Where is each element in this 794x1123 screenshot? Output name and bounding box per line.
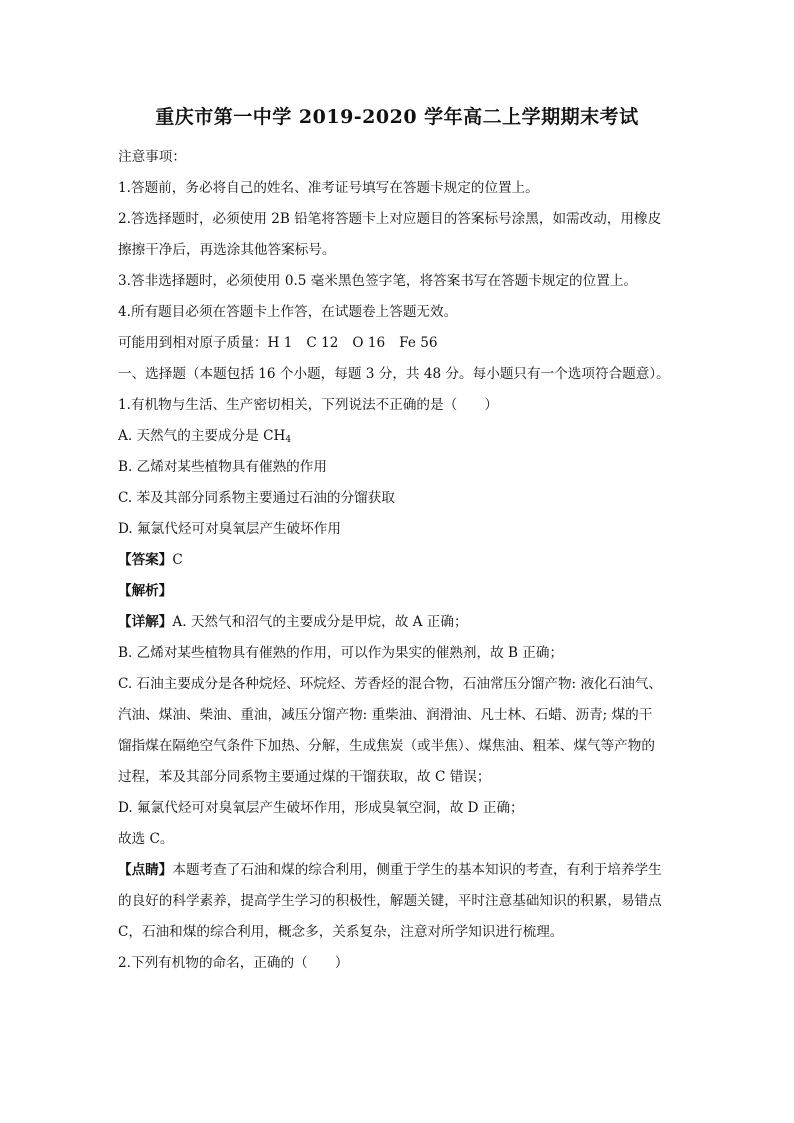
detail-line: 过程，苯及其部分同系物主要通过煤的干馏获取，故 C 错误； bbox=[118, 769, 491, 785]
option-d: D. 氟氯代烃可对臭氧层产生破坏作用 bbox=[118, 521, 341, 537]
detail-label: 【详解】 bbox=[118, 614, 173, 630]
detail-line: 故选 C。 bbox=[118, 831, 174, 847]
atomic-mass-item: O 16 bbox=[352, 335, 386, 351]
detail-text: A. 天然气和沼气的主要成分是甲烷，故 A 正确； bbox=[172, 614, 468, 630]
detail-line: 汽油、煤油、柴油、重油，减压分馏产物: 重柴油、润滑油、凡士林、石蜡、沥青; 煤的干 bbox=[118, 707, 653, 723]
notice-heading: 注意事项： bbox=[118, 149, 186, 165]
atomic-mass-item: H 1 bbox=[267, 335, 293, 351]
comment-text: 本题考查了石油和煤的综合利用，侧重于学生的基本知识的考查，有利于培养学生 bbox=[172, 862, 662, 878]
notice-line: 擦擦干净后，再选涂其他答案标号。 bbox=[118, 242, 336, 258]
option-a-text: A. 天然气的主要成分是 CH bbox=[118, 428, 286, 444]
notice-line: 2.答选择题时，必须使用 2B 铅笔将答题卡上对应题目的答案标号涂黑，如需改动，用橡皮 bbox=[118, 211, 662, 227]
detail-line: 馏指煤在隔绝空气条件下加热、分解，生成焦炭（或半焦）、煤焦油、粗苯、煤气等产物的 bbox=[118, 738, 655, 754]
notice-line: 1.答题前，务必将自己的姓名、准考证号填写在答题卡规定的位置上。 bbox=[118, 180, 539, 196]
question-2-stem: 2.下列有机物的命名，正确的（ ） bbox=[118, 955, 349, 971]
question-1-stem: 1.有机物与生活、生产密切相关，下列说法不正确的是（ ） bbox=[118, 397, 498, 413]
notice-line: 3.答非选择题时，必须使用 0.5 毫米黑色签字笔，将答案书写在答题卡规定的位置上。 bbox=[118, 273, 638, 289]
comment-line: C，石油和煤的综合利用，概念多，关系复杂，注意对所学知识进行梳理。 bbox=[118, 924, 564, 940]
document-body bbox=[118, 142, 678, 979]
detail-line: B. 乙烯对某些植物具有催熟的作用，可以作为果实的催熟剂，故 B 正确； bbox=[118, 645, 564, 661]
comment-line bbox=[118, 855, 678, 886]
atomic-mass-label: 可能用到相对原子质量： bbox=[118, 335, 268, 351]
analysis-label: 【解析】 bbox=[118, 583, 173, 599]
detail-line bbox=[118, 607, 678, 638]
option-a-subscript: 4 bbox=[285, 435, 292, 445]
comment-label: 【点睛】 bbox=[118, 862, 173, 878]
option-c: C. 苯及其部分同系物主要通过石油的分馏获取 bbox=[118, 490, 395, 506]
answer-label: 【答案】 bbox=[118, 552, 173, 568]
option-a bbox=[118, 421, 678, 452]
atomic-mass-line bbox=[118, 328, 678, 359]
section-heading: 一、选择题（本题包括 16 个小题，每题 3 分，共 48 分。每小题只有一个选项符合题意）。 bbox=[118, 366, 670, 382]
detail-line: D. 氟氯代烃可对臭氧层产生破坏作用，形成臭氧空洞，故 D 正确； bbox=[118, 800, 524, 816]
comment-line: 的良好的科学素养，提高学生学习的积极性，解题关键，平时注意基础知识的积累，易错点 bbox=[118, 893, 662, 909]
atomic-mass-item: C 12 bbox=[306, 335, 339, 351]
notice-line: 4.所有题目必须在答题卡上作答，在试题卷上答题无效。 bbox=[118, 304, 458, 320]
page-title: 重庆市第一中学 2019-2020 学年高二上学期期末考试 bbox=[155, 106, 639, 128]
option-b: B. 乙烯对某些植物具有催熟的作用 bbox=[118, 459, 327, 475]
answer-line bbox=[118, 545, 678, 576]
detail-line: C. 石油主要成分是各种烷烃、环烷烃、芳香烃的混合物，石油常压分馏产物: 液化石油气、 bbox=[118, 676, 663, 692]
answer-value: C bbox=[172, 552, 183, 568]
atomic-mass-item: Fe 56 bbox=[399, 335, 438, 351]
